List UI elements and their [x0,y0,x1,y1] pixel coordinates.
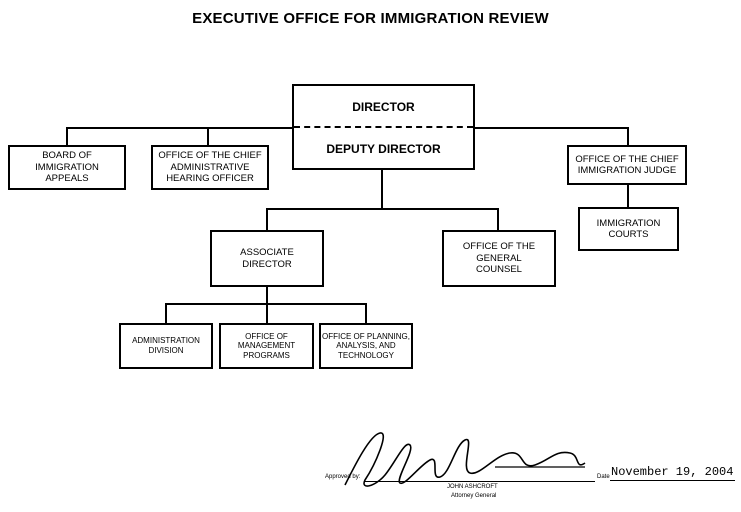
connector [266,286,268,304]
signature-line [365,481,595,482]
box-label: BOARD OF IMMIGRATION APPEALS [35,150,99,185]
box-label: ADMINISTRATION DIVISION [132,336,200,355]
administration-division-box [119,323,213,369]
connector [381,169,383,209]
connector [165,303,167,323]
divider [294,126,473,128]
connector [266,208,268,230]
planning-analysis-technology-box [319,323,413,369]
director-box [292,84,475,170]
connector [627,185,629,207]
director-label: DIRECTOR [352,100,415,114]
connector [266,208,499,210]
immigration-courts-box [578,207,679,251]
connector [365,303,367,323]
associate-director-box [210,230,324,287]
approved-by-label: Approved by: [325,474,361,480]
box-label: OFFICE OF THE CHIEF ADMINISTRATIVE HEARING OFFICER [158,150,262,185]
date-line [610,480,735,481]
box-label: OFFICE OF MANAGEMENT PROGRAMS [237,331,296,360]
box-label: OFFICE OF PLANNING, ANALYSIS, AND TECHNOLOGY [321,331,410,360]
connector [497,208,499,230]
signer-role: Attorney General [451,493,497,499]
board-of-immigration-appeals-box [8,145,126,190]
box-label: IMMIGRATION COURTS [596,217,661,240]
box-label: OFFICE OF THE GENERAL COUNSEL [462,241,536,276]
box-label: OFFICE OF THE CHIEF IMMIGRATION JUDGE [575,153,679,176]
page-title: EXECUTIVE OFFICE FOR IMMIGRATION REVIEW [192,10,549,27]
management-programs-box [219,323,314,369]
deputy-director-label: DEPUTY DIRECTOR [326,142,441,156]
general-counsel-box [442,230,556,287]
date-value: November 19, 2004 [611,465,734,479]
ocaho-box [151,145,269,190]
box-label: ASSOCIATE DIRECTOR [240,247,294,270]
date-label: Date [597,474,610,480]
connector [66,127,68,145]
connector [266,303,268,323]
signer-name: JOHN ASHCROFT [447,484,498,490]
connector [207,127,209,145]
connector [627,127,629,145]
ocij-box [567,145,687,185]
